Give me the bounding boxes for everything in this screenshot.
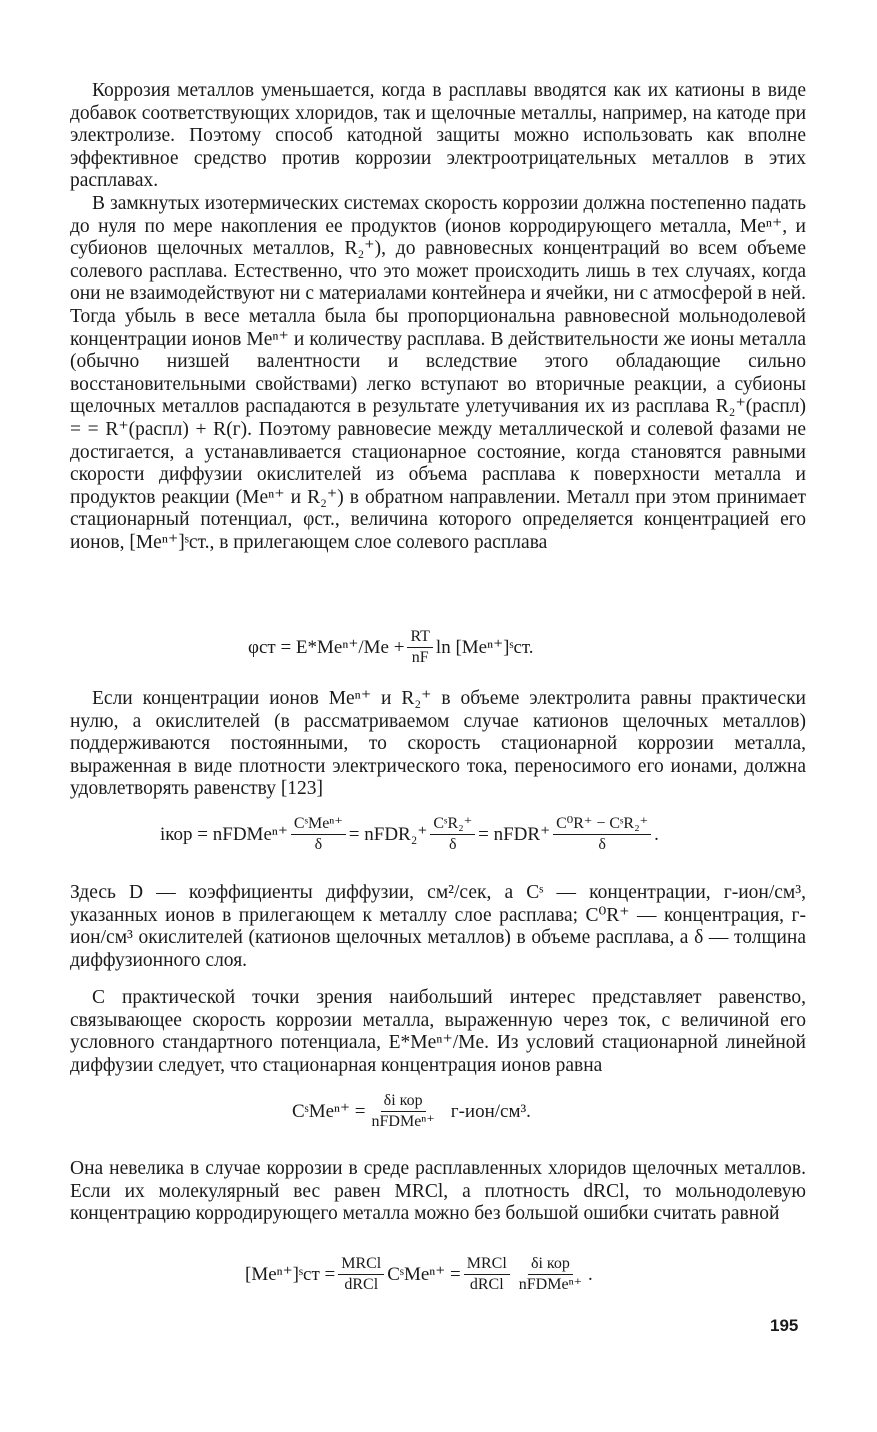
formula-4-lhs: [Meⁿ⁺]ˢст =	[245, 1264, 336, 1286]
formula-4-denominator-3: nFDMeⁿ⁺	[518, 1276, 583, 1294]
formula-1-numerator: RT	[407, 628, 432, 648]
formula-4-fraction-3	[516, 1255, 585, 1295]
paragraph-2	[70, 193, 806, 555]
formula-2-numerator-3: C⁰R⁺ − CˢR₂⁺	[553, 815, 651, 835]
formula-mole-fraction	[245, 1255, 593, 1295]
paragraph-1-text: Коррозия металлов уменьшается, когда в расплавы вводятся как их катионы в виде добавок соответствующих хлоридов, так и щелочные металлы, например, на катоде при электролизе. Поэтому способ катодной защиты можно использовать как вполне эффективное средство против коррозии электроотрицательных металлов в этих расплавах.	[70, 80, 806, 192]
formula-4-fraction-1	[338, 1255, 384, 1295]
paragraph-6-text: Она невелика в случае коррозии в среде расплавленных хлоридов щелочных металлов. Если их молекулярный вес равен MRCl, а плотность dRCl, то мольнодолевую концентрацию корродирующего металла можно без большой ошибки считать равной	[70, 1158, 806, 1225]
formula-2-fraction-2	[430, 815, 475, 855]
formula-4-denominator-1: dRCl	[344, 1276, 379, 1294]
formula-1-fraction	[407, 628, 432, 668]
formula-3-numerator: δi кор	[381, 1092, 426, 1112]
formula-corrosion-current	[160, 815, 659, 855]
formula-1-denominator: nF	[411, 649, 429, 667]
formula-2-numerator-1: CˢMeⁿ⁺	[291, 815, 346, 835]
paragraph-5-text: С практической точки зрения наибольший интерес представляет равенство, связывающее скорость коррозии металла, выраженную через ток, с величиной его условного стандартного потенциала, E*Meⁿ⁺/Me. Из условий стационарной линейной диффузии следует, что стационарная концентрация ионов равна	[70, 987, 806, 1076]
formula-4-fraction-2	[464, 1255, 510, 1295]
formula-3-denominator: nFDMeⁿ⁺	[371, 1113, 435, 1131]
paragraph-4	[70, 882, 806, 972]
paragraph-3	[70, 688, 806, 801]
formula-2-middle-2: = nFDR⁺	[478, 824, 551, 846]
formula-2-fraction-1	[291, 815, 346, 855]
paragraph-6	[70, 1158, 806, 1226]
formula-4-numerator-3: δi кор	[528, 1255, 573, 1275]
formula-4-numerator-1: MRCl	[338, 1255, 384, 1275]
formula-stationary-potential	[248, 628, 534, 668]
formula-1-rhs: ln [Meⁿ⁺]ˢст.	[435, 637, 534, 659]
paragraph-1	[70, 80, 806, 193]
formula-4-denominator-2: dRCl	[469, 1276, 504, 1294]
formula-2-fraction-3	[553, 815, 651, 855]
formula-2-lhs: iкор = nFDMeⁿ⁺	[160, 824, 288, 846]
page-number: 195	[770, 1316, 799, 1335]
formula-2-denominator-3: δ	[598, 836, 606, 854]
formula-1-lhs: φст = E*Meⁿ⁺/Me +	[248, 637, 405, 659]
paragraph-4-text: Здесь D — коэффициенты диффузии, см²/сек, а Cˢ — концентрации, г-ион/см³, указанных ионов в прилегающем к металлу слое расплава; C⁰R⁺ — концентрация, г-ион/см³ окислителей (катионов щелочных металлов) в объеме расплава, а δ — толщина диффузионного слоя.	[70, 882, 806, 971]
formula-4-numerator-2: MRCl	[464, 1255, 510, 1275]
formula-2-denominator-2: δ	[448, 836, 457, 854]
paragraph-3-text: Если концентрации ионов Meⁿ⁺ и R₂⁺ в объеме электролита равны практически нулю, а окислителей (в рассматриваемом случае катионов щелочных металлов) поддерживаются постоянными, то скорость стационарной коррозии металла, выраженная в виде плотности электрического тока, переносимого его ионами, должна удовлетворять равенству [123]	[70, 688, 806, 800]
paragraph-5	[70, 987, 806, 1077]
formula-2-end: .	[654, 823, 659, 845]
formula-2-numerator-2: CˢR₂⁺	[430, 815, 475, 835]
formula-3-fraction	[369, 1092, 438, 1132]
formula-2-middle-1: = nFDR₂⁺	[348, 824, 428, 846]
formula-stationary-concentration	[292, 1092, 531, 1132]
formula-4-middle: CˢMeⁿ⁺ =	[387, 1264, 461, 1286]
formula-4-end: .	[588, 1263, 593, 1285]
formula-2-denominator-1: δ	[314, 836, 323, 854]
paragraph-2-text: В замкнутых изотермических системах скорость коррозии должна постепенно падать до нуля по мере накопления ее продуктов (ионов корродирующего металла, Meⁿ⁺, и субионов щелочных металлов, R₂⁺), до равновесных концентраций во всем объеме солевого расплава. Естественно, что это может происходить лишь в тех случаях, когда они не взаимодействуют ни с материалами контейнера и ячейки, ни с атмосферой в ней. Тогда убыль в весе металла была бы пропорциональна равновесной мольнодолевой концентрации ионов Meⁿ⁺ и количеству расплава. В действительности же ионы металла (обычно низшей валентности и вследствие этого обладающие сильно восстановительными свойствами) легко вступают во вторичные реакции, а субионы щелочных металлов распадаются в результате улетучивания их из расплава R₂⁺(распл) = = R⁺(распл) + R(г). Поэтому равновесие между металлической и солевой фазами не достигается, а устанавливается стационарное состояние, когда становятся равными скорости диффузии окислителей из объема расплава к поверхности металла и продуктов реакции (Meⁿ⁺ и R₂⁺) в обратном направлении. Металл при этом принимает стационарный потенциал, φст., величина которого определяется концентрацией его ионов, [Meⁿ⁺]ˢст., в прилегающем слое солевого расплава	[70, 193, 806, 553]
formula-3-lhs: CˢMeⁿ⁺ =	[292, 1101, 366, 1123]
formula-3-unit: г-ион/см³.	[450, 1100, 531, 1122]
